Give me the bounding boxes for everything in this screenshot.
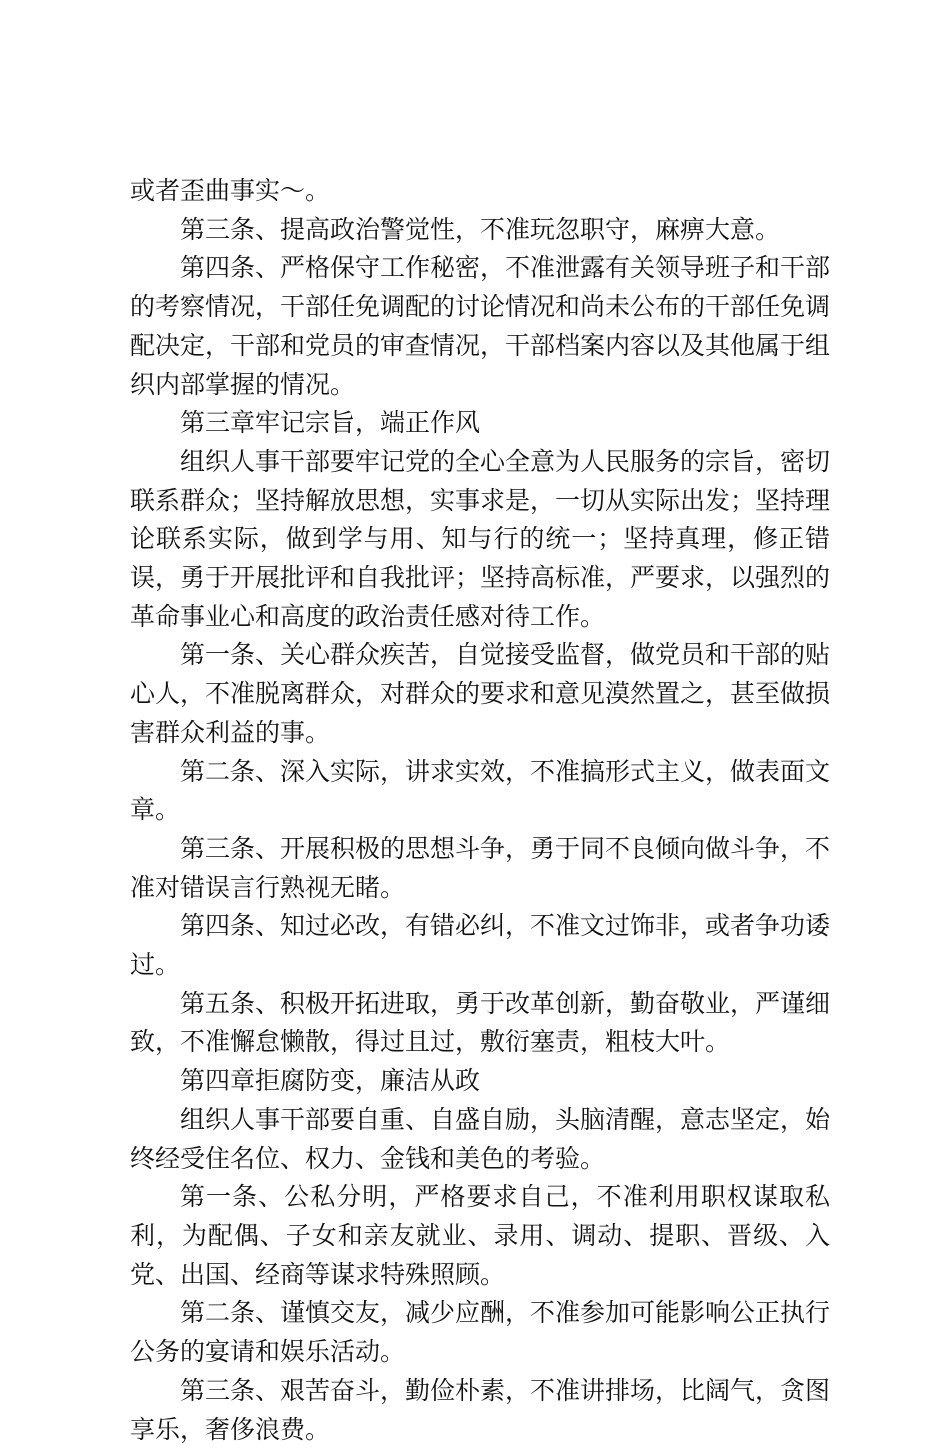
chapter-4-intro: 组织人事干部要自重、自盛自励，头脑清醒，意志坚定，始终经受住名位、权力、金钱和美色的考验。 — [130, 1104, 831, 1173]
chapter-3-article-1: 第一条、关心群众疾苦，自觉接受监督，做党员和干部的贴心人，不准脱离群众，对群众的要求和意见漠然置之，甚至做损害群众利益的事。 — [130, 640, 831, 747]
chapter-3-article-5: 第五条、积极开拓进取，勇于改革创新，勤奋敬业，严谨细致，不准懈怠懒散，得过且过，敷衍塞责，粗枝大叶。 — [130, 988, 831, 1057]
chapter-4-heading: 第四章拒腐防变，廉洁从政 — [180, 1066, 481, 1096]
article-3-vigilance: 第三条、提高政治警觉性，不准玩忽职守，麻痹大意。 — [180, 214, 781, 244]
chapter-3-article-4: 第四条、知过必改，有错必纠，不准文过饰非，或者争功诿过。 — [130, 911, 831, 980]
chapter-4-article-3: 第三条、艰苦奋斗，勤俭朴素，不准讲排场，比阔气，贪图享乐，奢侈浪费。 — [130, 1375, 831, 1444]
chapter-4-article-1: 第一条、公私分明，严格要求自己，不准利用职权谋取私利，为配偶、子女和亲友就业、录用、调动、提职、晋级、入党、出国、经商等谋求特殊照顾。 — [130, 1182, 830, 1289]
paragraph-continuation: 或者歪曲事实～。 — [130, 176, 331, 205]
chapter-3-article-2: 第二条、深入实际，讲求实效，不准搞形式主义，做表面文章。 — [130, 756, 831, 825]
chapter-3-intro: 组织人事干部要牢记党的全心全意为人民服务的宗旨，密切联系群众；坚持解放思想，实事求是，一切从实际出发；坚持理论联系实际，做到学与用、知与行的统一；坚持真理，修正错误，勇于开展批评和自我批评；坚持高标准，严要求，以强烈的革命事业心和高度的政治责任感对待工作。 — [130, 446, 831, 631]
article-4-confidentiality: 第四条、严格保守工作秘密，不准泄露有关领导班子和干部的考察情况，干部任免调配的讨论情况和尚未公布的干部任免调配决定，干部和党员的审查情况，干部档案内容以及其他属于组织内部掌握的情况。 — [130, 253, 831, 399]
chapter-3-article-3: 第三条、开展积极的思想斗争，勇于同不良倾向做斗争，不准对错误言行熟视无睹。 — [130, 833, 831, 902]
chapter-3-heading: 第三章牢记宗旨，端正作风 — [180, 408, 481, 438]
chapter-4-article-2: 第二条、谨慎交友，减少应酬，不准参加可能影响公正执行公务的宴请和娱乐活动。 — [130, 1298, 831, 1367]
document-page — [130, 172, 830, 1449]
